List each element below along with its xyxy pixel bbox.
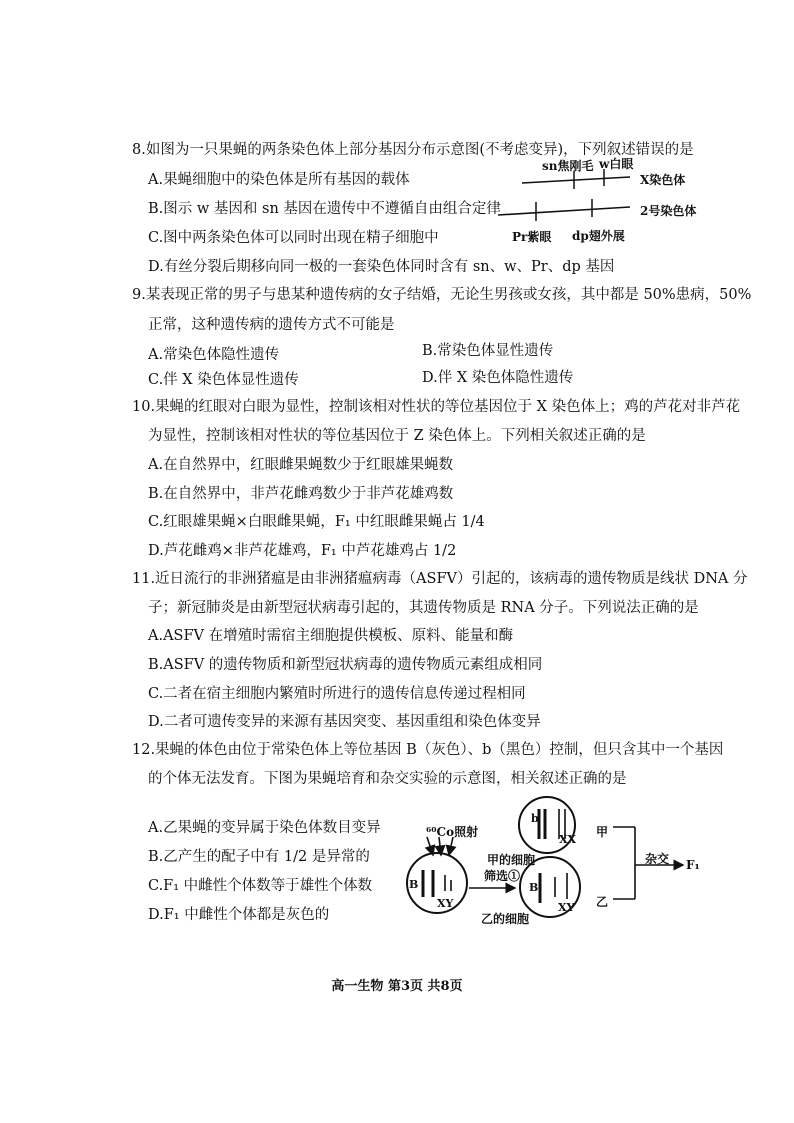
q11-option-c: C.二者在宿主细胞内繁殖时所进行的遗传信息传递过程相同 — [148, 686, 526, 702]
q9-option-d: D.伴 X 染色体隐性遗传 — [422, 370, 574, 386]
q10-option-c: C.红眼雄果蝇×白眼雌果蝇，F₁ 中红眼雌果蝇占 1/4 — [148, 514, 485, 530]
q9-stem-line2: 正常，这种遗传病的遗传方式不可能是 — [148, 317, 395, 333]
q12-cross-figure — [395, 795, 705, 945]
origin-xy-label: XY — [437, 897, 454, 910]
f1-label: F₁ — [686, 858, 700, 872]
q8-option-b: B.图示 w 基因和 sn 基因在遗传中不遵循自由组合定律 — [148, 201, 501, 217]
q9-stem-line1: 9.某表现正常的男子与患某种遗传病的女子结婚，无论生男孩或女孩，其中都是 50%患病，50% — [132, 287, 752, 303]
cross-label: 杂交 — [645, 852, 670, 866]
jia-label: 甲 — [596, 825, 609, 839]
q12-stem-line2: 的个体无法发育。下图为果蝇培育和杂交实验的示意图，相关叙述正确的是 — [148, 771, 627, 787]
q10-option-a: A.在自然界中，红眼雌果蝇数少于红眼雄果蝇数 — [148, 457, 454, 473]
q9-option-a: A.常染色体隐性遗传 — [148, 347, 280, 363]
label-chromosome-2: 2号染色体 — [640, 204, 697, 218]
page-footer: 高一生物 第3页 共8页 — [331, 979, 463, 994]
q12-stem-line1: 12.果蝇的体色由位于常染色体上等位基因 B（灰色）、b（黑色）控制，但只含其中一个基因 — [132, 742, 724, 758]
q8-option-d: D.有丝分裂后期移向同一极的一套染色体同时含有 sn、w、Pr、dp 基因 — [148, 259, 615, 275]
q12-option-d: D.F₁ 中雌性个体都是灰色的 — [148, 907, 330, 923]
q11-option-d: D.二者可遗传变异的来源有基因突变、基因重组和染色体变异 — [148, 714, 541, 730]
q11-stem-line2: 子；新冠肺炎是由新型冠状病毒引起的，其遗传物质是 RNA 分子。下列说法正确的是 — [148, 600, 699, 616]
q11-option-a: A.ASFV 在增殖时需宿主细胞提供模板、原料、能量和酶 — [148, 628, 514, 644]
q10-option-d: D.芦花雌鸡×非芦花雄鸡，F₁ 中芦花雄鸡占 1/2 — [148, 543, 457, 559]
q10-option-b: B.在自然界中，非芦花雌鸡数少于非芦花雄鸡数 — [148, 486, 454, 502]
yi-xy-label: XY — [558, 901, 575, 914]
irradiation-label: ⁶⁰Co照射 — [426, 825, 479, 839]
q10-stem-line2: 为显性，控制该相对性状的等位基因位于 Z 染色体上。下列相关叙述正确的是 — [148, 428, 646, 444]
label-w: w白眼 — [599, 157, 634, 171]
jia-gene-b: b — [531, 812, 539, 825]
q12-option-c: C.F₁ 中雌性个体数等于雄性个体数 — [148, 878, 373, 894]
jia-cell-label: 甲的细胞 — [487, 853, 536, 867]
q8-stem: 8.如图为一只果蝇的两条染色体上部分基因分布示意图(不考虑变异)，下列叙述错误的是 — [132, 142, 694, 158]
yi-cell-label: 乙的细胞 — [481, 912, 530, 926]
q8-option-c: C.图中两条染色体可以同时出现在精子细胞中 — [148, 230, 439, 246]
label-sn: sn焦刚毛 — [542, 159, 594, 173]
label-pr: Pr紫眼 — [512, 230, 552, 244]
q8-option-a: A.果蝇细胞中的染色体是所有基因的载体 — [148, 172, 410, 188]
yi-gene-b: B — [529, 881, 539, 894]
q11-stem-line1: 11.近日流行的非洲猪瘟是由非洲猪瘟病毒（ASFV）引起的，该病毒的遗传物质是线状 DNA 分 — [132, 571, 748, 587]
label-dp: dp翅外展 — [572, 229, 625, 243]
jia-xx-label: XX — [559, 833, 577, 846]
q9-option-c: C.伴 X 染色体显性遗传 — [148, 372, 299, 388]
screen-label: 筛选① — [484, 869, 521, 883]
q11-option-b: B.ASFV 的遗传物质和新型冠状病毒的遗传物质元素组成相同 — [148, 657, 543, 673]
q12-option-b: B.乙产生的配子中有 1/2 是异常的 — [148, 849, 370, 865]
q9-option-b: B.常染色体显性遗传 — [422, 343, 554, 359]
yi-label: 乙 — [596, 895, 609, 909]
chromosome-2-line — [498, 207, 630, 215]
q12-option-a: A.乙果蝇的变异属于染色体数目变异 — [148, 820, 381, 836]
label-x-chromosome: X染色体 — [640, 173, 686, 187]
x-chromosome-line — [522, 177, 630, 183]
origin-gene-b: B — [409, 878, 419, 891]
q10-stem-line1: 10.果蝇的红眼对白眼为显性，控制该相对性状的等位基因位于 X 染色体上；鸡的芦花对非芦花 — [132, 399, 741, 415]
